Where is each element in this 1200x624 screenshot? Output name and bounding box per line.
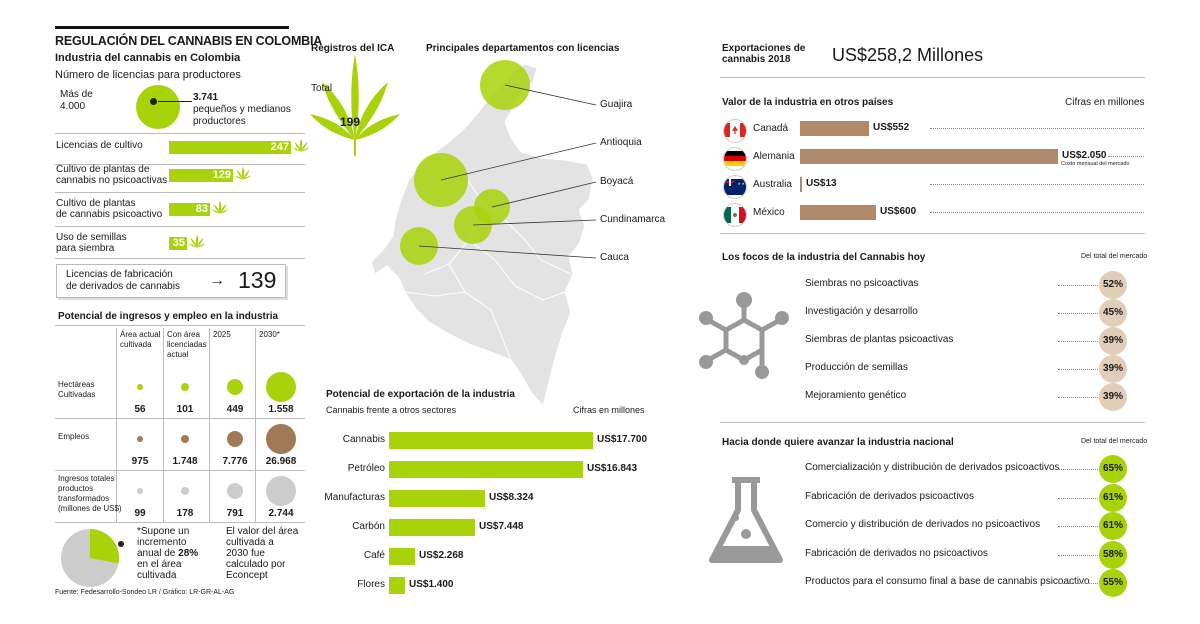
license-row-label: Uso de semillas para siembra (56, 232, 127, 254)
big-license-label: Más de 4.000 (60, 89, 93, 112)
dotted-leader (1058, 341, 1098, 342)
advance-unit: Del total del mercado (1081, 438, 1148, 445)
molecule-icon (696, 290, 791, 380)
row-value: 2.744 (268, 508, 294, 519)
ica-title: Registros del ICA (311, 43, 395, 54)
map-title: Principales departamentos con licencias (426, 43, 620, 54)
column-header: 2025 (213, 330, 231, 339)
export-value-label: US$8.324 (489, 492, 534, 503)
dotted-leader (930, 184, 1144, 185)
country-label: Canadá (753, 123, 789, 134)
license-row-label: Licencias de cultivo (56, 140, 143, 151)
country-bar (800, 177, 802, 192)
department-leader (492, 182, 596, 207)
row-value: 178 (176, 508, 194, 519)
germany-flag-icon (724, 151, 746, 167)
country-bar (800, 149, 1058, 164)
value-circle (227, 379, 243, 395)
export-value-label: US$2.268 (419, 550, 464, 561)
ica-total-value: 199 (340, 115, 361, 129)
dotted-leader (1058, 313, 1098, 314)
flag-badge (723, 203, 747, 227)
license-row-label: Cultivo de plantas de cannabis psicoactivo (56, 198, 163, 220)
row-value: 101 (176, 404, 194, 415)
value-circle (181, 487, 189, 495)
dotted-leader (1058, 469, 1098, 470)
country-value-label: US$13 (806, 178, 837, 189)
dotted-leader (1058, 498, 1098, 499)
page-title: REGULACIÓN DEL CANNABIS EN COLOMBIA (55, 34, 323, 48)
list-label: Mejoramiento genético (805, 390, 907, 401)
fab-label: Licencias de fabricación de derivados de cannabis (66, 269, 180, 292)
australia-flag-icon: * * (724, 179, 746, 195)
dotted-leader (930, 128, 1144, 129)
country-value-label: US$552 (873, 122, 910, 133)
column-rule (163, 328, 164, 523)
focus-title: Los focos de la industria del Cannabis hoy (722, 252, 926, 263)
dotted-leader (1058, 397, 1098, 398)
licenses-heading: Número de licencias para productores (55, 69, 241, 81)
country-value-label: US$600 (880, 206, 917, 217)
note-econcept: El valor del área cultivada a 2030 fue calculado por Econcept (226, 526, 299, 581)
export-category-label: Carbón (352, 521, 385, 532)
row-label: Ingresos totales productos transformados (millones de US$) (58, 474, 122, 513)
column-header: Con área licenciadas actual (167, 330, 207, 359)
export-value-label: US$17.700 (597, 434, 648, 445)
list-label: Comercialización y distribución de derivados psicoactivos (805, 462, 1060, 473)
country-chart-title: Valor de la industria en otros países (722, 97, 894, 108)
canada-flag-icon (724, 123, 746, 139)
department-label: Guajira (600, 99, 633, 110)
column-header: Área actual cultivada (120, 330, 161, 349)
list-label: Fabricación de derivados no psicoactivos (805, 547, 988, 559)
country-chart-unit: Cifras en millones (1065, 97, 1145, 108)
license-bar-value: 247 (270, 141, 289, 153)
divider (720, 422, 1145, 423)
divider (720, 233, 1145, 234)
flag-badge (723, 175, 747, 199)
row-value: 1.558 (268, 404, 294, 415)
employment-title: Potencial de ingresos y empleo en la industria (58, 311, 279, 322)
arrow-icon: → (209, 272, 225, 289)
column-rule (209, 328, 210, 523)
row-value: 56 (134, 404, 146, 415)
country-label: Alemania (753, 151, 795, 162)
country-bar (800, 205, 876, 220)
export-chart-subtitle: Cannabis frente a otros sectores (326, 405, 457, 415)
row-value: 791 (226, 508, 244, 519)
country-label: México (753, 207, 785, 218)
dotted-leader (1058, 526, 1098, 527)
row-label: Empleos (58, 432, 90, 441)
department-label: Cauca (600, 252, 629, 263)
divider (55, 325, 305, 326)
value-circle (227, 431, 243, 447)
value-circle (266, 372, 296, 402)
small-license-desc: pequeños y medianos productores (193, 104, 291, 127)
percent-value: 39% (1102, 335, 1123, 346)
percent-value: 61% (1102, 520, 1123, 531)
dotted-leader (1058, 583, 1098, 584)
department-label: Boyacá (600, 176, 634, 187)
list-label: Investigación y desarrollo (805, 306, 918, 317)
note-growth: *Supone un incremento anual de 28% en el área cultivada (137, 526, 199, 581)
export-bar (389, 490, 485, 507)
dotted-leader (1058, 369, 1098, 370)
row-label: Hectáreas Cultivadas (58, 380, 96, 399)
export-bar (389, 519, 475, 536)
export-value-label: US$1.400 (409, 579, 454, 590)
export-value-label: US$16.843 (587, 463, 638, 474)
mexico-flag-icon (724, 207, 746, 223)
country-label: Australia (753, 179, 792, 190)
value-circle (137, 436, 143, 442)
license-row-label: Cultivo de plantas de cannabis no psicoactivas (56, 164, 168, 186)
department-leader (441, 143, 596, 180)
dotted-leader (930, 212, 1144, 213)
export-category-label: Flores (357, 579, 385, 590)
percent-value: 52% (1102, 279, 1123, 290)
department-label: Cundinamarca (600, 214, 666, 225)
export-category-label: Cannabis (342, 434, 385, 445)
small-license-value: 3.741 (193, 92, 219, 103)
list-label: Productos para el consumo final a base de cannabis psicoactivo (805, 576, 1090, 587)
percent-value: 39% (1102, 391, 1123, 402)
percent-value: 39% (1102, 363, 1123, 374)
department-leaders (0, 0, 640, 300)
row-value: 99 (134, 508, 146, 519)
row-value: 26.968 (265, 456, 297, 467)
export-chart-title: Potencial de exportación de la industria (326, 389, 515, 400)
row-value: 449 (226, 404, 244, 415)
divider (720, 77, 1145, 78)
ica-total-label: Total (311, 83, 333, 94)
export-bar (389, 432, 593, 449)
divider (55, 418, 305, 419)
dotted-leader (1058, 555, 1098, 556)
list-label: Siembras de plantas psicoactivas (805, 334, 954, 345)
source-note: Fuente: Fedesarrollo-Sondeo LR / Gráfico: LR-GR-AL-AG (55, 589, 235, 596)
focus-unit: Del total del mercado (1081, 253, 1148, 260)
advance-title: Hacia donde quiere avanzar la industria nacional (722, 437, 954, 448)
percent-value: 58% (1102, 548, 1123, 560)
fab-value: 139 (238, 267, 277, 293)
dotted-leader (1058, 285, 1098, 286)
percent-value: 45% (1102, 307, 1123, 318)
license-bar-value: 35 (172, 237, 185, 249)
dotted-leader (1108, 156, 1144, 157)
value-circle (181, 435, 189, 443)
exports-title: Exportaciones de cannabis 2018 (722, 43, 806, 65)
percent-value: 61% (1102, 491, 1123, 503)
export-value-label: US$7.448 (479, 521, 524, 532)
department-label: Antioquia (600, 137, 642, 148)
exports-value: US$258,2 Millones (832, 45, 984, 65)
pie-dot (118, 541, 124, 547)
value-circle (137, 488, 143, 494)
export-category-label: Manufacturas (324, 492, 385, 503)
list-label: Fabricación de derivados psicoactivos (805, 490, 974, 502)
license-bar-value: 83 (195, 203, 208, 215)
row-value: 7.776 (222, 456, 248, 467)
percent-value: 65% (1102, 463, 1123, 474)
export-category-label: Petróleo (347, 463, 385, 474)
row-value: 1.748 (172, 456, 198, 467)
list-label: Producción de semillas (805, 362, 908, 373)
column-header: 2030* (259, 330, 280, 339)
value-circle (137, 384, 143, 390)
country-value-label: US$2.050 (1062, 150, 1107, 161)
flag-badge (723, 119, 747, 143)
department-leader (419, 246, 596, 258)
export-chart-unit: Cifras en millones (573, 405, 645, 415)
license-bar-value: 129 (212, 169, 231, 181)
export-category-label: Café (363, 550, 385, 561)
value-circle (227, 483, 243, 499)
export-bar (389, 461, 583, 478)
percent-value: 55% (1102, 577, 1123, 588)
row-value: 975 (131, 456, 149, 467)
country-annotation: Costo mensual del mercado (1061, 161, 1130, 167)
export-bar (389, 577, 405, 594)
flask-icon (706, 474, 786, 570)
export-bar (389, 548, 415, 565)
flag-badge (723, 147, 747, 171)
list-label: Siembras no psicoactivas (805, 278, 919, 289)
page-subtitle: Industria del cannabis en Colombia (55, 52, 241, 64)
value-circle (181, 383, 189, 391)
country-bar (800, 121, 869, 136)
growth-pie (60, 528, 120, 588)
list-label: Comercio y distribución de derivados no psicoactivos (805, 519, 1041, 530)
